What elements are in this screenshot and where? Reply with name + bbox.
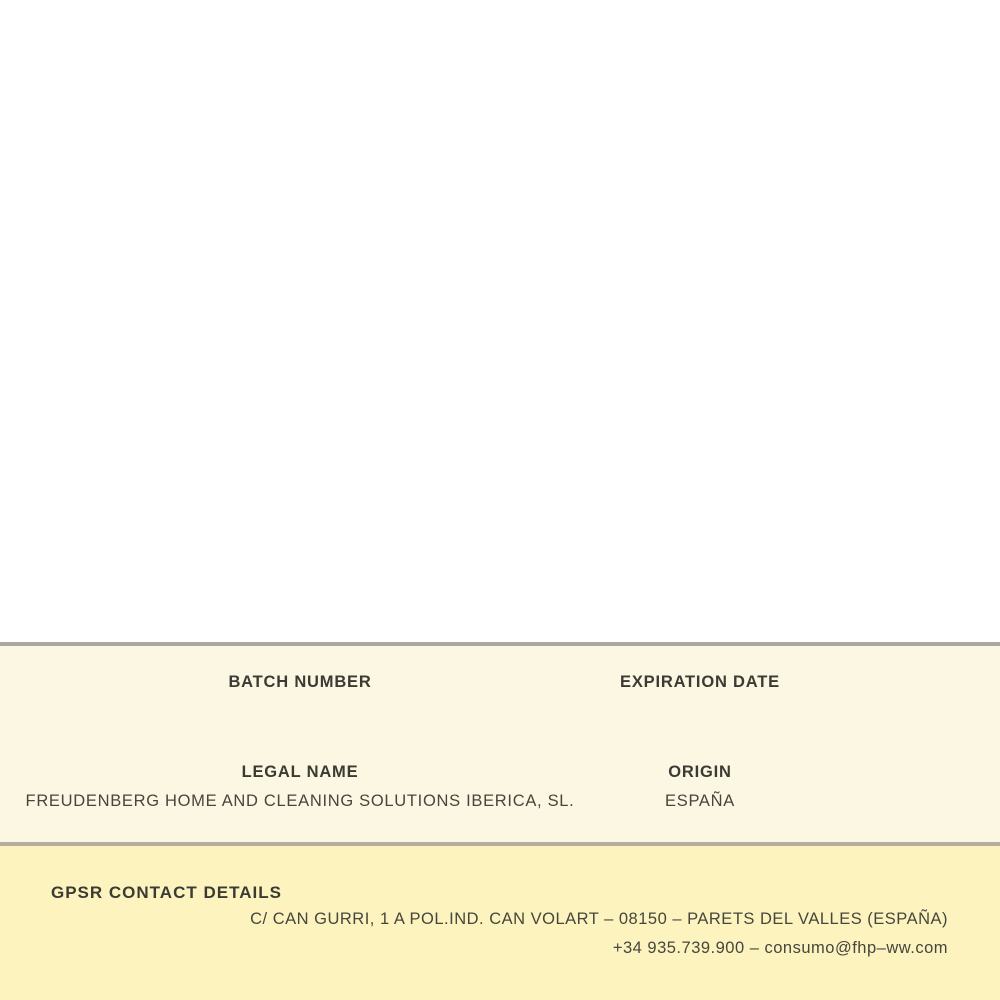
gpsr-address-line: C/ CAN GURRI, 1 A POL.IND. CAN VOLART – 08150 – PARETS DEL VALLES (ESPAÑA) [250, 910, 948, 928]
expiration-date-label: EXPIRATION DATE [620, 673, 780, 691]
gpsr-contact-band [0, 846, 1000, 1000]
legal-name-value: FREUDENBERG HOME AND CLEANING SOLUTIONS IBERICA, SL. [25, 792, 575, 810]
gpsr-phone-email-line: +34 935.739.900 – consumo@fhp–ww.com [612, 939, 948, 957]
batch-number-label: BATCH NUMBER [228, 673, 372, 691]
origin-value: ESPAÑA [665, 792, 735, 810]
gpsr-contact-details-heading: GPSR CONTACT DETAILS [51, 883, 282, 902]
product-info-band [0, 646, 1000, 842]
origin-label: ORIGIN [668, 763, 732, 781]
legal-name-label: LEGAL NAME [241, 763, 359, 781]
